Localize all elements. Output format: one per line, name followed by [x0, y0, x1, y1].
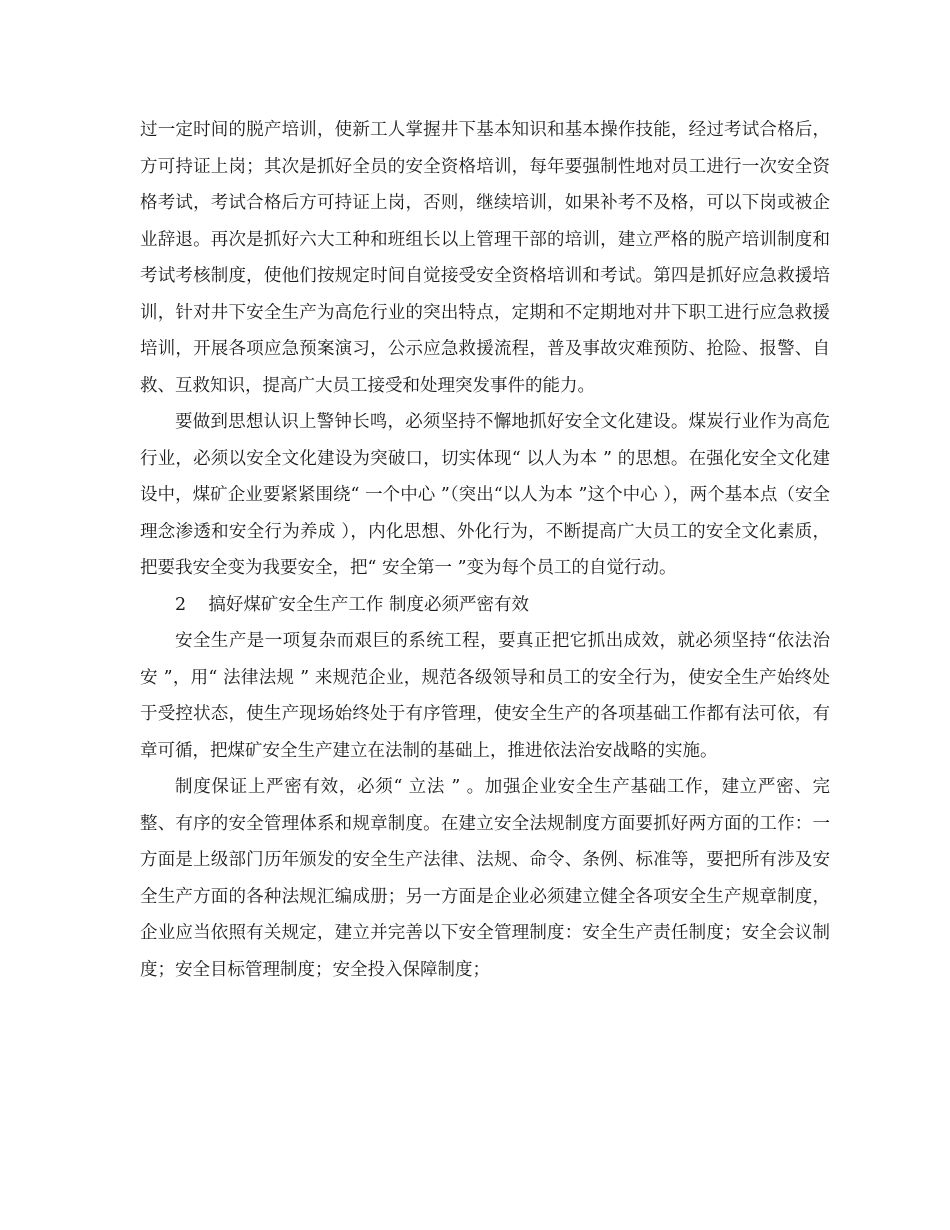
paragraph-rule-of-law: 安全生产是一项复杂而艰巨的系统工程，要真正把它抓出成效，就必须坚持“依法治安 ”，用“ 法律法规 ” 来规范企业，规范各级领导和员工的安全行为，使安全生产始终处于受控状态，使生产现场始终处于有序管理，使安全生产的各项基础工作都有法可依，有章可循，把煤矿安全生产建立在法制的基础上，推进依法治安战略的实施。 — [140, 631, 830, 761]
section-heading: 2 搞好煤矿安全生产工作 制度必须严密有效 — [175, 594, 529, 615]
paragraph-safety-culture: 要做到思想认识上警钟长鸣，必须坚持不懈地抓好安全文化建设。煤炭行业作为高危行业，必须以安全文化建设为突破口，切实体现“ 以人为本 ” 的思想。在强化安全文化建设中，煤矿企业要紧紧围绕“ 一个中心 ”（突出“以人为本 ”这个中心 ），两个基本点（安全理念渗透和安全行为养成 ），内化思想、外化行为，不断提高广大员工的安全文化素质，把要我安全变为我要安全，把“ 安全第一 ”变为每个员工的自觉行动。 — [140, 412, 830, 578]
paragraph-regulations: 制度保证上严密有效，必须“ 立法 ” 。加强企业安全生产基础工作，建立严密、完整、有序的安全管理体系和规章制度。在建立安全法规制度方面要抓好两方面的工作：一方面是上级部门历年颁发的安全生产法律、法规、命令、条例、标准等，要把所有涉及安全生产方面的各种法规汇编成册；另一方面是企业必须建立健全各项安全生产规章制度，企业应当依照有关规定，建立并完善以下安全管理制度：安全生产责任制度；安全会议制度；安全目标管理制度；安全投入保障制度； — [140, 777, 830, 980]
paragraph-training: 过一定时间的脱产培训，使新工人掌握井下基本知识和基本操作技能，经过考试合格后，方可持证上岗；其次是抓好全员的安全资格培训，每年要强制性地对员工进行一次安全资格考试，考试合格后方可持证上岗，否则，继续培训，如果补考不及格，可以下岗或被企业辞退。再次是抓好六大工种和班组长以上管理干部的培训，建立严格的脱产培训制度和考试考核制度，使他们按规定时间自觉接受安全资格培训和考试。第四是抓好应急救援培训，针对井下安全生产为高危行业的突出特点，定期和不定期地对井下职工进行应急救援培训，开展各项应急预案演习，公示应急救援流程，普及事故灾难预防、抢险、报警、自救、互救知识，提高广大员工接受和处理突发事件的能力。 — [140, 120, 830, 396]
document-page — [140, 112, 830, 988]
